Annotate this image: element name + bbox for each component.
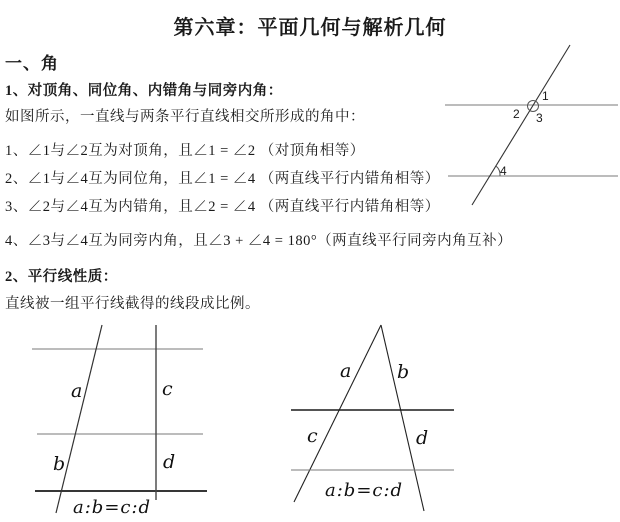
page-title: 第六章：平面几何与解析几何 [173,17,447,39]
slanted-transversal [56,325,102,513]
angle-label-3: 3 [536,111,543,125]
list-item-cointerior-angles: 4、∠3与∠4互为同旁内角，且∠3 + ∠4 = 180°（两直线平行同旁内角互补） [5,233,513,249]
proportion-formula-right: a:b=c:d [325,480,404,501]
segment-label-d: d [163,451,176,473]
segment-label-c: c [307,425,318,447]
proportional-segments-diagram-right [285,318,465,522]
segment-label-a: a [71,380,83,402]
intro-paragraph: 如图所示，一直线与两条平行直线相交所形成的角中： [5,109,365,125]
section-heading-angle: 一、角 [5,54,59,73]
angle-label-2: 2 [513,107,520,121]
segment-label-a: a [340,360,352,382]
section-heading-parallel-lines: 2、平行线性质： [5,269,118,285]
proportional-segments-diagram-left [25,318,220,522]
list-item-corresponding-angles: 2、∠1与∠4互为同位角，且∠1 = ∠4 （两直线平行内错角相等） [5,171,440,187]
angle-label-1: 1 [542,89,549,103]
segment-label-d: d [416,427,429,449]
proportion-formula-left: a:b=c:d [73,497,152,518]
angle-label-4: 4 [500,164,507,178]
transversal-angles-diagram [440,40,620,212]
segment-label-b: b [397,361,410,383]
segment-label-b: b [53,453,66,475]
list-item-alternate-angles: 3、∠2与∠4互为内错角，且∠2 = ∠4 （两直线平行内错角相等） [5,199,440,215]
segment-label-c: c [162,378,173,400]
triangle-left-leg [294,325,381,502]
list-item-vertical-angles: 1、∠1与∠2互为对顶角，且∠1 = ∠2 （对顶角相等） [5,143,365,159]
subsection-heading-angle-types: 1、对顶角、同位角、内错角与同旁内角： [5,83,283,99]
parallel-lines-paragraph: 直线被一组平行线截得的线段成比例。 [5,296,260,312]
transversal-line [472,45,570,205]
